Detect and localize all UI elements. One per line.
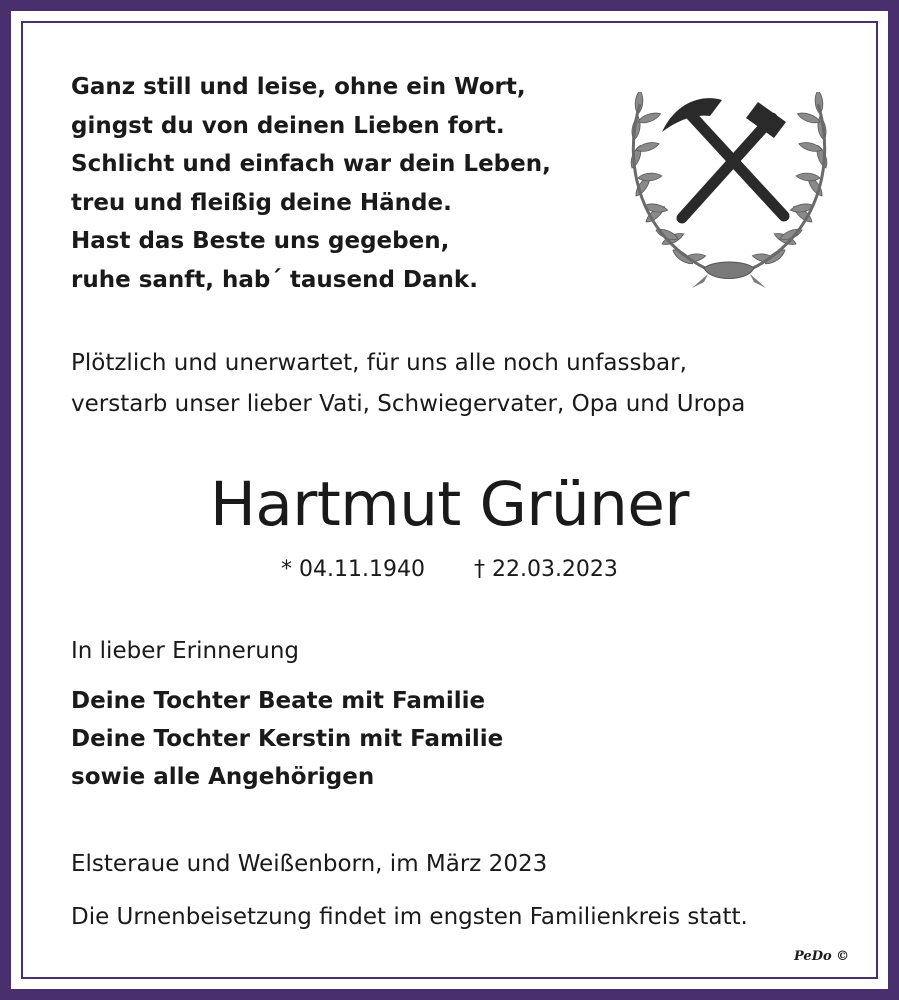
memory-line: In lieber Erinnerung: [71, 638, 300, 664]
mourners-list: [71, 682, 503, 796]
intro-line: Plötzlich und unerwartet, für uns alle noch unfassbar,: [71, 350, 687, 376]
poem-line: ruhe sanft, hab´ tausend Dank.: [71, 266, 478, 293]
place-and-date: Elsteraue und Weißenborn, im März 2023: [71, 851, 548, 877]
death-announcement-intro: [71, 343, 745, 425]
burial-note: Die Urnenbeisetzung findet im engsten Familienkreis statt.: [71, 904, 748, 930]
deceased-name: Hartmut Grüner: [210, 469, 689, 540]
poem-line: Hast das Beste uns gegeben,: [71, 228, 450, 254]
poem-line: gingst du von deinen Lieben fort.: [71, 112, 505, 139]
intro-line: verstarb unser lieber Vati, Schwiegervater, Opa und Uropa: [71, 391, 746, 417]
death-date: † 22.03.2023: [473, 557, 618, 582]
poem-line: Schlicht und einfach war dein Leben,: [71, 151, 551, 177]
mourner-line: Deine Tochter Beate mit Familie: [71, 688, 486, 714]
life-dates: [0, 555, 899, 585]
poem-line: treu und fleißig deine Hände.: [71, 189, 452, 216]
designer-signature: PeDo ©: [794, 949, 850, 964]
birth-date: * 04.11.1940: [281, 557, 426, 582]
poem-verse: [71, 68, 551, 299]
mourner-line: Deine Tochter Kerstin mit Familie: [71, 726, 504, 752]
poem-line: Ganz still und leise, ohne ein Wort,: [71, 74, 526, 100]
hammer-and-pick-in-laurel-wreath-icon: [618, 92, 840, 292]
mourner-line: sowie alle Angehörigen: [71, 764, 375, 790]
